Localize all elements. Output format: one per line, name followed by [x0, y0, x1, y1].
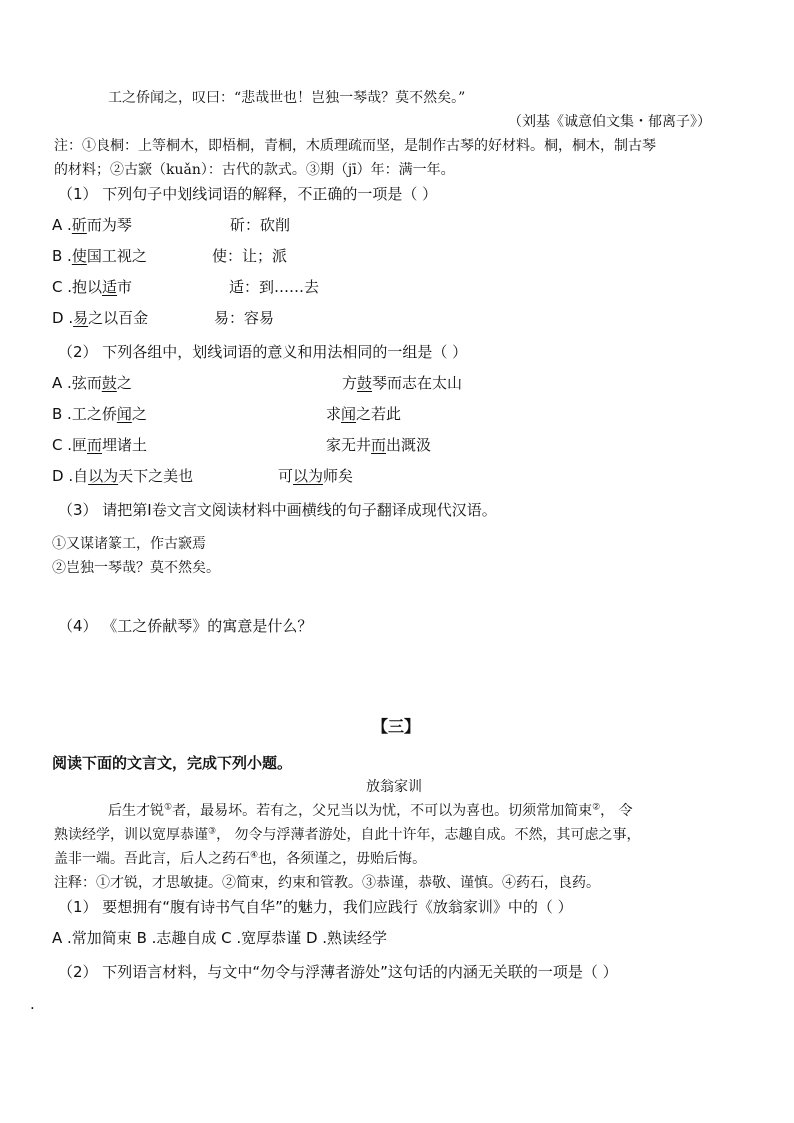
- option-prefix: B .: [52, 247, 72, 265]
- footer-dot: .: [30, 995, 35, 1013]
- option-text: 国工视之: [86, 247, 147, 265]
- underlined-word: 鼓: [357, 374, 373, 392]
- option-text: 弦而: [71, 374, 102, 392]
- q1-option-a: [52, 215, 132, 235]
- footnote-marker: ①: [164, 802, 173, 813]
- option-text: 自: [73, 467, 89, 485]
- option-prefix: D .: [52, 467, 74, 485]
- option-text: 求: [326, 405, 342, 423]
- option-text: 之: [131, 405, 147, 423]
- underlined-word: 闻: [116, 405, 132, 423]
- underlined-word: 以为: [88, 467, 119, 485]
- option-text: 琴而志在太山: [372, 374, 463, 392]
- underlined-word: 鼓: [101, 374, 117, 392]
- passage-line-2: [54, 825, 641, 845]
- q4-stem: （4） 《工之侨献琴》的寓意是什么？: [58, 617, 313, 635]
- underlined-word: 易: [73, 309, 89, 327]
- option-prefix: C .: [52, 436, 73, 454]
- footnote-marker: ②: [592, 802, 601, 813]
- passage-text: ， 令: [600, 803, 633, 819]
- q1-option-c: [52, 277, 132, 297]
- underlined-word: 斫: [71, 216, 87, 234]
- q1-option-d-gloss: 易：容易: [214, 309, 275, 327]
- option-prefix: A .: [52, 216, 72, 234]
- footnote-marker: ④: [250, 850, 259, 861]
- option-text: 市: [117, 278, 133, 296]
- option-prefix: C .: [52, 278, 73, 296]
- option-text: 埋诸土: [102, 436, 148, 454]
- q2-option-a: [52, 373, 132, 393]
- q2-option-c: [52, 435, 147, 455]
- q1-stem: （1） 下列句子中划线词语的解释，不正确的一项是（ ）: [58, 185, 438, 203]
- note-line-2: 的材料；②古窾（kuǎn）：古代的款式。③期（jī）年：满一年。: [54, 162, 455, 178]
- passage-text: ， 勿令与浮薄者游处，自此十许年，志趣自成。不然，其可虑之事，: [216, 827, 641, 843]
- underlined-word: 适: [102, 278, 118, 296]
- s3-q1-stem: （1） 要想拥有“腹有诗书气自华”的魅力，我们应践行《放翁家训》中的（ ）: [58, 898, 573, 916]
- passage-text: 者，最易坏。若有之，父兄当以为忧，不可以为喜也。切须常加简束: [172, 803, 593, 819]
- option-text: 匣: [72, 436, 88, 454]
- passage-line-1: [108, 801, 633, 821]
- q3-item-2: ②岂独一琴哉？莫不然矣。: [52, 560, 220, 576]
- q2-option-a-compare: [342, 373, 462, 393]
- option-text: 出溉汲: [386, 436, 432, 454]
- passage-line-3: [54, 849, 426, 869]
- passage-text: 盖非一端。吾此言，后人之药石: [54, 851, 250, 867]
- underlined-word: 以为: [293, 467, 324, 485]
- option-text: 师矣: [323, 467, 354, 485]
- q2-stem: （2） 下列各组中，划线词语的意义和用法相同的一组是（ ）: [58, 343, 468, 361]
- q1-option-a-gloss: 斫：砍削: [230, 216, 291, 234]
- quote-line: 工之侨闻之，叹曰：“悲哉世也！岂独一琴哉？莫不然矣。”: [108, 90, 466, 106]
- q1-option-c-gloss: 适：到……去: [229, 278, 320, 296]
- q1-option-b: [52, 246, 147, 266]
- note-line-1: 注：①良桐：上等桐木，即梧桐，青桐，木质理疏而坚，是制作古琴的好材料。桐，桐木，制古琴: [54, 138, 656, 154]
- passage-title: 放翁家训: [366, 779, 422, 795]
- option-text: 抱以: [72, 278, 103, 296]
- passage-text: 后生才锐: [108, 803, 164, 819]
- underlined-word: 而: [87, 436, 103, 454]
- passage-notes: 注释：①才锐，才思敏捷。②简束，约束和管教。③恭谨，恭敬、谨慎。④药石，良药。: [54, 875, 600, 891]
- option-prefix: A .: [52, 374, 72, 392]
- option-text: 之若此: [356, 405, 402, 423]
- option-text: 之: [116, 374, 132, 392]
- option-text: 天下之美也: [118, 467, 194, 485]
- q1-option-d: [52, 308, 148, 328]
- underlined-word: 使: [71, 247, 87, 265]
- underlined-word: 而: [371, 436, 387, 454]
- option-text: 家无井: [326, 436, 372, 454]
- option-text: 可: [278, 467, 294, 485]
- passage-text: 熟读经学，训以宽厚恭谨: [54, 827, 208, 843]
- q2-option-b-compare: [326, 404, 401, 424]
- underlined-word: 闻: [341, 405, 357, 423]
- s3-q1-options: A .常加简束 B .志趣自成 C .宽厚恭谨 D .熟读经学: [52, 929, 388, 947]
- option-text: 工之侨: [71, 405, 117, 423]
- q3-item-1: ①又谋诸篆工，作古窾焉: [52, 536, 206, 552]
- s3-q2-stem: （2） 下列语言材料，与文中“勿令与浮薄者游处”这句话的内涵无关联的一项是（ ）: [58, 963, 618, 981]
- passage-text: 也，各须谨之，毋贻后悔。: [258, 851, 427, 867]
- option-text: 之以百金: [88, 309, 149, 327]
- q2-option-b: [52, 404, 147, 424]
- q3-stem: （3） 请把第Ⅰ卷文言文阅读材料中画横线的句子翻译成现代汉语。: [58, 501, 497, 519]
- source-citation: （刘基《诚意伯文集・郁离子》）: [508, 114, 711, 130]
- q1-option-b-gloss: 使：让；派: [212, 247, 288, 265]
- option-text: 方: [342, 374, 358, 392]
- q2-option-d-compare: [278, 466, 353, 486]
- option-prefix: D .: [52, 309, 74, 327]
- section-instruction: 阅读下面的文言文，完成下列小题。: [52, 754, 293, 772]
- q2-option-d: [52, 466, 193, 486]
- q2-option-c-compare: [326, 435, 431, 455]
- footnote-marker: ③: [208, 826, 217, 837]
- option-text: 而为琴: [86, 216, 132, 234]
- option-prefix: B .: [52, 405, 72, 423]
- section-heading: 【三】: [372, 717, 421, 736]
